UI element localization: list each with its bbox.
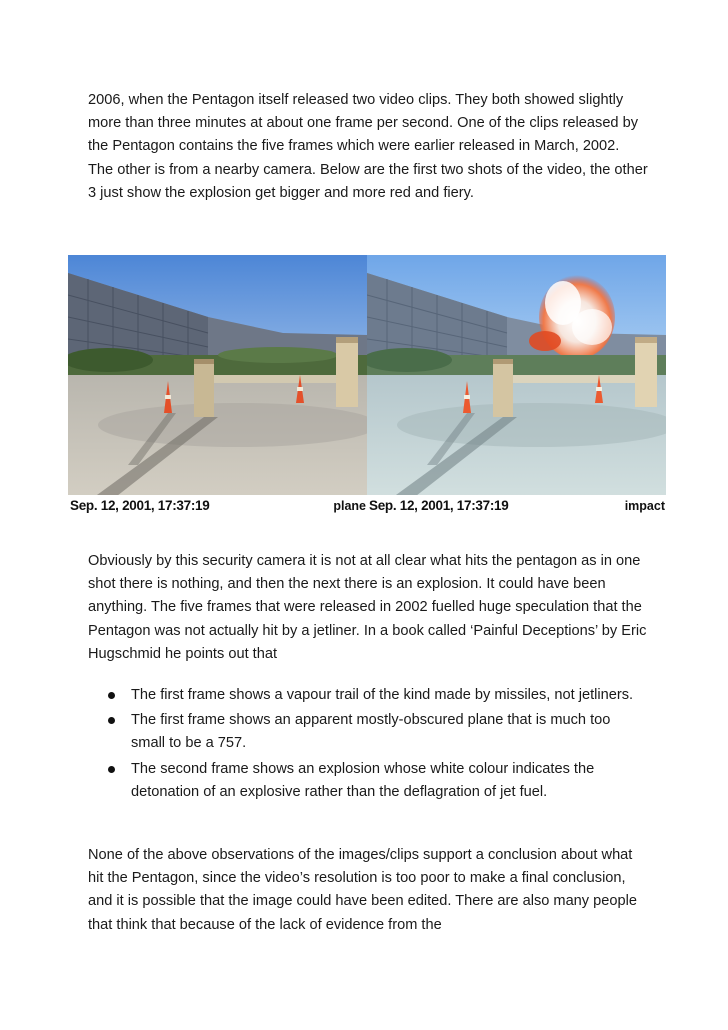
frame-timestamp: Sep. 12, 2001, 17:37:19 bbox=[70, 498, 210, 513]
frame-label-impact: impact bbox=[624, 499, 665, 513]
list-item bbox=[88, 758, 648, 804]
bullet-icon bbox=[108, 766, 115, 773]
bullet-icon bbox=[108, 717, 115, 724]
camera-frame-plane-image bbox=[68, 255, 367, 517]
bullet-list bbox=[88, 684, 648, 806]
list-item bbox=[88, 684, 648, 707]
frame-caption-plane bbox=[68, 495, 367, 517]
list-item-text: The first frame shows a vapour trail of the kind made by missiles, not jetliners. bbox=[131, 687, 634, 703]
frame-label-plane: plane bbox=[333, 499, 366, 513]
list-item-text: The first frame shows an apparent mostly-obscured plane that is much too small to be a 757. bbox=[131, 712, 611, 752]
list-item bbox=[88, 709, 648, 755]
list-item-text: The second frame shows an explosion whose white colour indicates the detonation of an explosive rather than the deflagration of jet fuel. bbox=[131, 760, 595, 800]
frame-caption-impact bbox=[367, 495, 666, 517]
camera-frame-impact-image bbox=[367, 255, 666, 517]
paragraph-intro: 2006, when the Pentagon itself released two video clips. They both showed slightly more than three minutes at about one frame per second. One of the clips released by the Pentagon contains the five frames which were earlier released in March, 2002. The other is from a nearby camera. Below are the first two shots of the video, the other 3 just show the explosion get bigger and more red and fiery. bbox=[88, 92, 648, 201]
camera-frame-impact bbox=[367, 255, 666, 517]
bullet-icon bbox=[108, 692, 115, 699]
security-camera-figure bbox=[68, 255, 666, 517]
frame-timestamp: Sep. 12, 2001, 17:37:19 bbox=[369, 498, 509, 513]
paragraph-analysis: Obviously by this security camera it is not at all clear what hits the pentagon as in one shot there is nothing, and then the next there is an explosion. It could have been anything. The five frames that were released in 2002 fuelled huge speculation that the Pentagon was not actually hit by a jetliner. In a book called ‘Painful Deceptions’ by Eric Hugschmid he points out that bbox=[88, 553, 647, 662]
camera-frame-plane bbox=[68, 255, 367, 517]
paragraph-conclusion: None of the above observations of the images/clips support a conclusion about what hit the Pentagon, since the video’s resolution is too poor to make a final conclusion, and it is possible that the image could have been edited. There are also many people that think that because of the lack of evidence from the bbox=[88, 847, 637, 933]
